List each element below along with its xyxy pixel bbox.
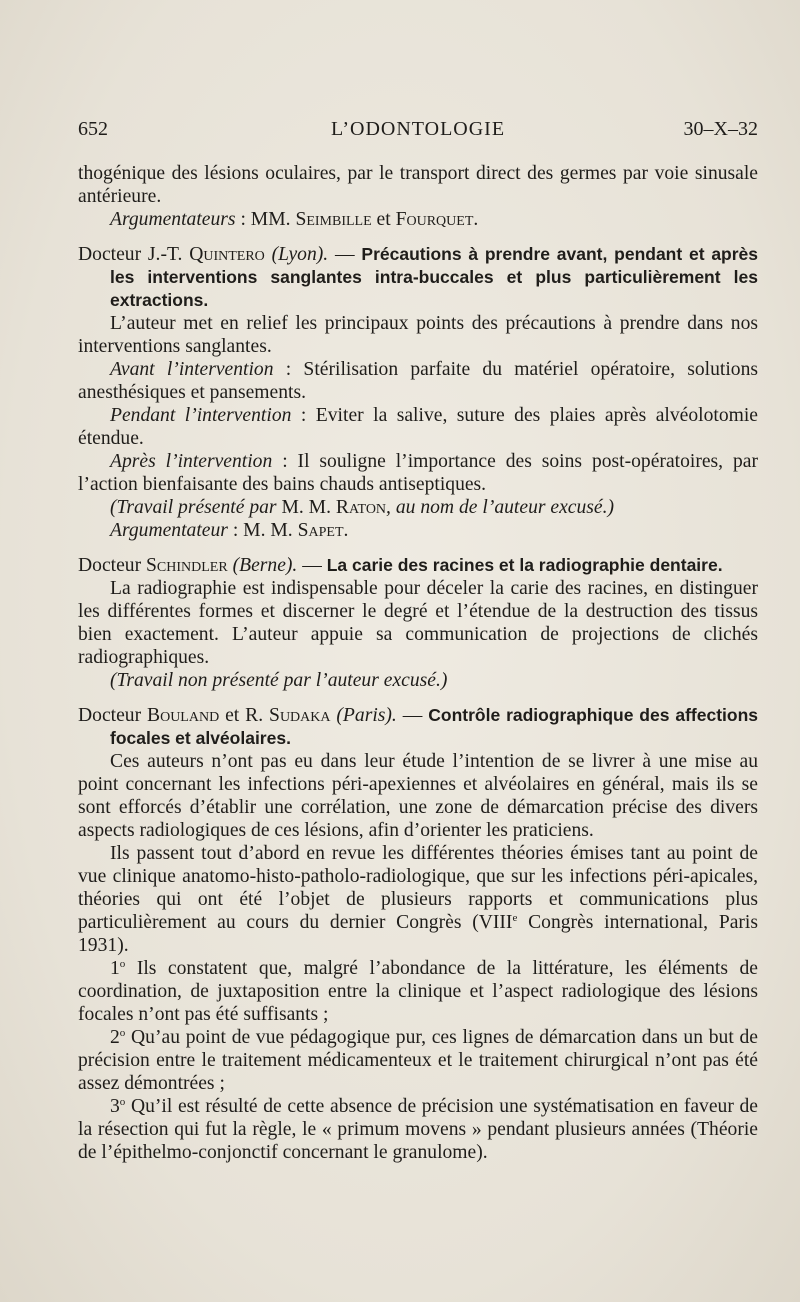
item-number: 1 (110, 958, 120, 979)
entry-title: Précautions à prendre avant, pendant et après les interventions sanglantes intra-buccales et plus particulièrement les extractions. (110, 244, 759, 310)
person-name: Seimbille (295, 209, 372, 230)
text-span: Docteur (78, 555, 147, 576)
person-name: Raton (335, 497, 387, 518)
body-text (78, 162, 758, 1164)
text-span: — (328, 244, 362, 265)
italic-label: Avant l’intervention (110, 359, 274, 380)
author-name: Bouland (147, 705, 220, 726)
superscript: o (119, 1027, 126, 1039)
text-span: et (371, 209, 396, 230)
entry-title: Contrôle radiographique des affections focales et alvéolaires. (110, 705, 758, 748)
entry-title: La carie des racines et la radiographie dentaire. (326, 555, 723, 575)
item-number: 3 (110, 1096, 120, 1117)
text-span: — (396, 705, 429, 726)
issue-date: 30–X–32 (683, 118, 758, 140)
author-name: Schindler (146, 555, 228, 576)
entry-heading (78, 704, 758, 750)
author-city: (Berne). (227, 555, 298, 576)
text-span: : Il souligne l’importance des soins post-opératoires, par l’action bienfaisante des bains chauds antiseptiques. (78, 451, 759, 495)
text-span: Docteur J.-T. (78, 244, 190, 265)
travail-note (78, 669, 758, 692)
text-span: Ils constatent que, malgré l’abondance de la littérature, les éléments de coordination, de juxtaposition entre la clinique et l’aspect radiologique des lésions focales n’ont pas été suffisants ; (78, 958, 758, 1025)
italic-text: , au nom de l’auteur excusé.) (386, 497, 615, 518)
paragraph: thogénique des lésions oculaires, par le transport direct des germes par voie sinusale antérieure. (78, 163, 758, 207)
text-span: — (297, 555, 327, 576)
paragraph (78, 358, 758, 404)
text-span: Qu’il est résulté de cette absence de précision une systématisation en faveur de la résection qui fut la règle, le « primum movens » pendant plusieurs années (Théorie de l’épithelmo-conjonctif concernant le granulome). (78, 1096, 758, 1163)
paragraph: Ces auteurs n’ont pas eu dans leur étude l’intention de se livrer à une mise au point concernant les infections péri-apexiennes et alvéolaires en général, mais ils se sont efforcés d’établir une corrélation, une zone de démarcation précise des divers aspects radiologiques de ces lésions, afin d’orienter les praticiens. (78, 751, 758, 841)
argumentateur-line (78, 519, 758, 542)
text-span: : Stérilisation parfaite du matériel opératoire, solutions anesthésiques et pansements. (78, 359, 759, 403)
italic-text: (Travail présenté par (110, 497, 282, 518)
running-header (78, 118, 758, 142)
superscript: o (119, 1096, 126, 1108)
italic-text: (Travail non présenté par l’auteur excusé.) (110, 670, 448, 691)
travail-note (78, 496, 758, 519)
text-span: : MM. (235, 209, 296, 230)
item-number: 2 (110, 1027, 120, 1048)
text-span: Qu’au point de vue pédagogique pur, ces lignes de démarcation dans un but de précision entre le traitement médicamenteux et le traitement chirurgical n’ont pas été assez démontrées ; (78, 1027, 758, 1094)
author-name: Quintero (189, 244, 265, 265)
text-span: Ils passent tout d’abord en revue les différentes théories émises tant au point de vue clinique anatomo-histo-patholo-radiologique, que sur les infections péri-apicales, théories qui ont été l’objet de plusieurs rapports et communications plus particulièrement au cours du dernier Congrès (VIII (78, 843, 758, 933)
text-span: Docteur (78, 705, 148, 726)
argumentateurs-label: Argumentateurs (110, 209, 236, 230)
superscript: o (119, 958, 126, 970)
numbered-item (78, 1026, 758, 1095)
author-city: (Paris). (330, 705, 397, 726)
author-city: (Lyon). (264, 244, 329, 265)
text-span: Congrès international, Paris 1931). (78, 912, 759, 956)
italic-label: Pendant l’intervention (110, 405, 292, 426)
paragraph (78, 842, 758, 957)
page-number: 652 (78, 118, 108, 140)
text-span: : M. M. (227, 520, 298, 541)
person-name: Fourquet. (395, 209, 479, 230)
superscript: e (512, 912, 518, 924)
text-span: M. M. (281, 497, 336, 518)
argumentateur-label: Argumentateur (110, 520, 228, 541)
italic-label: Après l’intervention (110, 451, 273, 472)
journal-title: L’ODONTOLOGIE (330, 118, 506, 140)
paragraph: La radiographie est indispensable pour déceler la carie des racines, en distinguer les différentes formes et discerner le degré et l’étendue de la destruction des tissus bien exactement. L’auteur appuie sa communication de projections de clichés radiographiques. (78, 578, 758, 668)
entry-heading (78, 554, 758, 577)
text-span: et R. (219, 705, 270, 726)
numbered-item (78, 1095, 758, 1164)
paragraph (78, 404, 758, 450)
author-name: Sudaka (269, 705, 331, 726)
paragraph (78, 450, 758, 496)
numbered-item (78, 957, 758, 1026)
person-name: Sapet. (297, 520, 349, 541)
text-span: : Eviter la salive, suture des plaies après alvéolotomie étendue. (78, 405, 758, 449)
paragraph: L’auteur met en relief les principaux points des précautions à prendre dans nos interventions sanglantes. (78, 313, 758, 357)
entry-heading (78, 243, 758, 312)
argumentateurs-line (78, 208, 758, 231)
